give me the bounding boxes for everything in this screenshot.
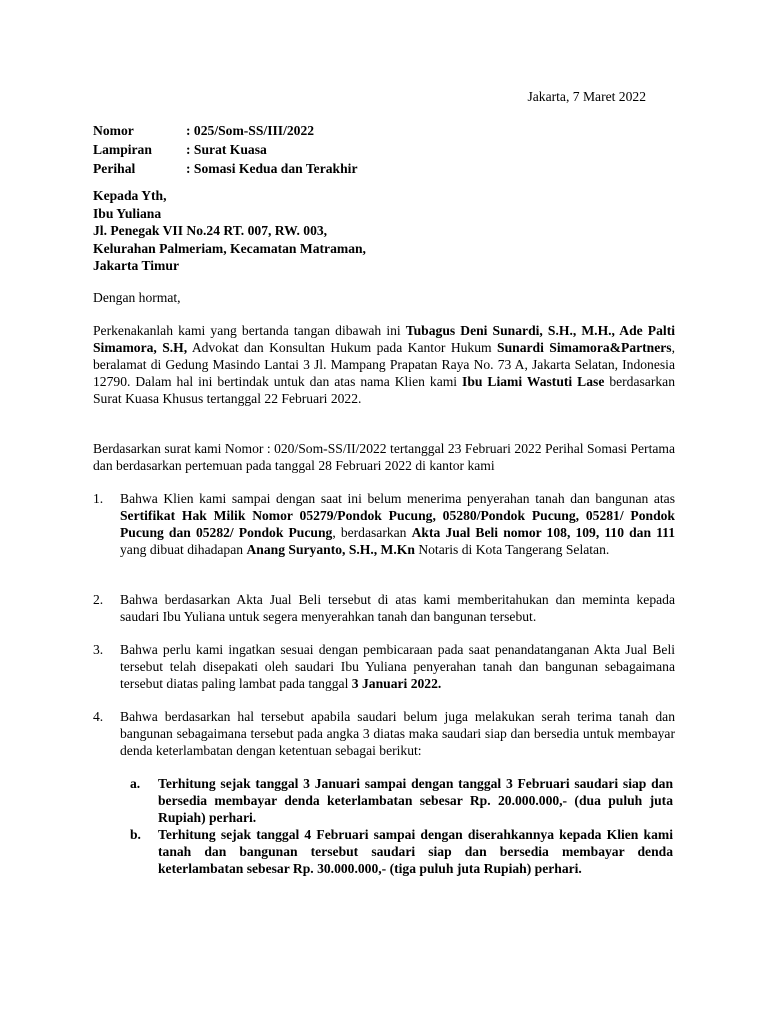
text-run: , beralamat di Gedung Masindo Lantai 3 Jl. Mampang Prapatan Raya No. 73 A, Jakarta Selatan, Indonesia 12790. Dalam hal ini bertindak untuk dan atas nama Klien kami [93, 340, 675, 389]
list-number: 1. [93, 491, 104, 506]
meta-lampiran [93, 140, 357, 159]
sub-item-text: Terhitung sejak tanggal 3 Januari sampai dengan tanggal 3 Februari saudari siap dan bersedia membayar denda keterlambatan sebesar Rp. 20.000.000,- (dua puluh juta Rupiah) perhari. [158, 776, 673, 825]
list-number: 4. [93, 709, 104, 724]
recipient-block [93, 187, 366, 275]
list-item-text [120, 641, 675, 692]
list-number: 2. [93, 592, 104, 607]
meta-nomor-value: : 025/Som-SS/III/2022 [186, 123, 315, 138]
recipient-address-line: Kelurahan Palmeriam, Kecamatan Matraman, [93, 240, 366, 256]
text-run: Bahwa perlu kami ingatkan sesuai dengan pembicaraan pada saat penandatanganan Akta Jual Beli tersebut telah disepakati oleh saudari Ibu Yuliana penyerahan tanah dan bangunan sebagaimana tersebut diatas paling lambat pada tanggal [120, 642, 675, 691]
meta-lampiran-value: : Surat Kuasa [186, 142, 267, 157]
bold-run: Sertifikat Hak Milik Nomor 05279/Pondok Pucung, 05280/Pondok Pucung, 05281/ Pondok Pucung dan 05282/ Pondok Pucung [120, 508, 675, 540]
meta-perihal-value: : Somasi Kedua dan Terakhir [186, 161, 358, 176]
bold-run: 3 Januari 2022. [351, 676, 442, 691]
recipient-address-line: Jakarta Timur [93, 258, 179, 273]
sub-item-letter: a. [130, 776, 141, 791]
meta-perihal [93, 159, 357, 178]
sub-item-text: Terhitung sejak tanggal 4 Februari sampai dengan diserahkannya kepada Klien kami tanah dan bangunan tersebut saudari siap dan bersedia membayar denda keterlambatan sebesar Rp. 30.000.000,- (tiga puluh juta Rupiah) perhari. [158, 827, 673, 876]
text-run: Perkenakanlah kami yang bertanda tangan dibawah ini [93, 323, 406, 338]
bold-run: Akta Jual Beli nomor 108, 109, 110 dan 111 [411, 525, 676, 540]
bold-run: Tubagus Deni Sunardi, S.H., M.H., Ade Palti Simamora, S.H, [93, 323, 675, 355]
bold-run: Sunardi Simamora&Partners [497, 340, 672, 355]
meta-perihal-label: Perihal [93, 161, 136, 176]
greeting: Dengan hormat, [93, 290, 181, 305]
intro-paragraph [93, 322, 675, 407]
text-run: , berdasarkan [332, 525, 412, 540]
reference-paragraph: Berdasarkan surat kami Nomor : 020/Som-SS/II/2022 tertanggal 23 Februari 2022 Perihal Somasi Pertama dan berdasarkan pertemuan pada tanggal 28 Februari 2022 di kantor kami [93, 441, 675, 473]
list-item-text [120, 490, 675, 558]
recipient-line: Kepada Yth, [93, 188, 167, 203]
letter-meta [93, 121, 357, 178]
recipient-name: Ibu Yuliana [93, 205, 162, 221]
letter-date: Jakarta, 7 Maret 2022 [527, 89, 646, 104]
list-number: 3. [93, 642, 104, 657]
meta-lampiran-label: Lampiran [93, 142, 152, 157]
meta-nomor-label: Nomor [93, 123, 134, 138]
meta-nomor [93, 121, 357, 140]
text-run: berdasarkan Surat Kuasa Khusus tertanggal 22 Februari 2022. [93, 374, 675, 406]
sub-item-letter: b. [130, 827, 141, 842]
text-run: yang dibuat dihadapan [120, 542, 247, 557]
bold-run: Ibu Liami Wastuti Lase [462, 374, 605, 389]
recipient-address-line: Jl. Penegak VII No.24 RT. 007, RW. 003, [93, 223, 328, 238]
list-item-text: Bahwa berdasarkan Akta Jual Beli tersebut di atas kami memberitahukan dan meminta kepada saudari Ibu Yuliana untuk segera menyerahkan tanah dan bangunan tersebut. [120, 592, 675, 624]
text-run: Notaris di Kota Tangerang Selatan. [414, 542, 610, 557]
list-item-text: Bahwa berdasarkan hal tersebut apabila saudari belum juga melakukan serah terima tanah dan bangunan sebagaimana tersebut pada angka 3 diatas maka saudari siap dan bersedia untuk membayar denda keterlambatan dengan ketentuan sebagai berikut: [120, 709, 675, 758]
bold-run: Anang Suryanto, S.H., M.Kn [246, 542, 415, 557]
text-run: Bahwa Klien kami sampai dengan saat ini belum menerima penyerahan tanah dan bangunan atas [120, 491, 675, 506]
text-run: Advokat dan Konsultan Hukum pada Kantor Hukum [187, 340, 498, 355]
